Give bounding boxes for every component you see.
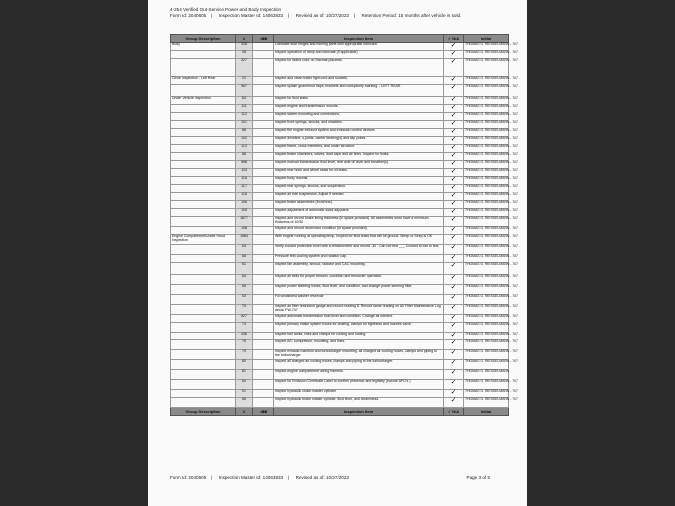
row-initial: THOMAS G. RIESSELMANN - 707 [464,217,509,227]
row-status-circles [253,390,274,398]
row-group [171,153,236,161]
col-initial: Initial [464,35,509,43]
row-group: Engine Compartment/Under Hood Inspection [171,235,236,245]
row-initial: THOMAS G. RIESSELMANN - 707 [464,235,509,245]
row-status-circles [253,129,274,137]
row-number: 88 [236,153,253,161]
row-number: 115 [236,177,253,185]
row-check-icon: ✓ [444,360,464,370]
table-row [171,305,509,315]
row-check-icon: ✓ [444,77,464,85]
row-check-icon: ✓ [444,113,464,121]
row-group [171,315,236,323]
row-initial: THOMAS G. RIESSELMANN - 707 [464,380,509,390]
row-inspection-item: Inspect hydraulic clutch master cylinder [274,390,444,398]
row-inspection-item: Inspect engine and transmission mounts. [274,105,444,113]
table-row [171,360,509,370]
row-initial: THOMAS G. RIESSELMANN - 707 [464,340,509,350]
row-initial: THOMAS G. RIESSELMANN - 707 [464,305,509,315]
row-group [171,380,236,390]
row-group [171,255,236,263]
row-status-circles [253,360,274,370]
row-inspection-item: Inspect driveline, u-joints, carrier bearing(s) and slip yokes. [274,137,444,145]
row-inspection-item: Inspect fan assembly, shroud, radiator and CAC mounting. [274,263,444,275]
row-status-circles [253,145,274,153]
row-check-icon: ✓ [444,59,464,77]
row-inspection-item: Inspect frame, cross members, and under structure. [274,145,444,153]
row-check-icon: ✓ [444,129,464,137]
row-number: 118 [236,193,253,201]
row-inspection-item: Inspect operation of ramp and lubricate (if applicable) [274,51,444,59]
row-inspection-item: Pressure test cooling system and radiator cap. [274,255,444,263]
row-check-icon: ✓ [444,350,464,360]
row-group [171,390,236,398]
row-group [171,295,236,305]
row-initial: THOMAS G. RIESSELMANN - 707 [464,350,509,360]
table-row [171,295,509,305]
page-number: Page 3 of 5 [466,475,490,480]
row-status-circles [253,350,274,360]
row-number: 1984 [236,235,253,245]
row-check-icon: ✓ [444,51,464,59]
row-group [171,275,236,285]
table-row [171,323,509,333]
footer-revised-date: Revised as of: 10/27/2023 [295,475,349,480]
row-initial: THOMAS G. RIESSELMANN - 707 [464,85,509,97]
row-initial: THOMAS G. RIESSELMANN - 707 [464,59,509,77]
row-inspection-item: Inspect fuel tanks, lines and clamps for routing and rusting. [274,333,444,340]
row-status-circles [253,161,274,169]
row-initial: THOMAS G. RIESSELMANN - 707 [464,185,509,193]
row-group [171,209,236,217]
col-inspection-item: Inspection Item [274,35,444,43]
row-status-circles [253,193,274,201]
row-status-circles [253,201,274,209]
row-status-circles [253,285,274,295]
row-inspection-item: Inspect exhaust manifold and turbocharger mounting, all charged air cooling hoses, clamps and piping to the turbocharger. [274,350,444,360]
row-initial: THOMAS G. RIESSELMANN - 707 [464,193,509,201]
row-check-icon: ✓ [444,43,464,51]
row-inspection-item: Inspect and record drum/rotor condition (in space provided). [274,227,444,235]
row-inspection-item: Fill windshield washer reservoir [274,295,444,305]
row-initial: THOMAS G. RIESSELMANN - 707 [464,169,509,177]
row-inspection-item: Inspect hydraulic brake master cylinder, fluid level, and cleanliness. [274,398,444,408]
row-initial: THOMAS G. RIESSELMANN - 707 [464,245,509,255]
row-initial: THOMAS G. RIESSELMANN - 707 [464,129,509,137]
row-initial: THOMAS G. RIESSELMANN - 707 [464,390,509,398]
row-inspection-item: Inspect primary intake system hoses for chafing, clamps for tightness and nozzles valve. [274,323,444,333]
row-status-circles [253,333,274,340]
row-check-icon: ✓ [444,153,464,161]
row-status-circles [253,255,274,263]
row-initial: THOMAS G. RIESSELMANN - 707 [464,285,509,295]
row-check-icon: ✓ [444,333,464,340]
col-na-check: ✓ N/A [444,35,464,43]
col-na-check-footer: ✓ N/A [444,408,464,416]
row-check-icon: ✓ [444,295,464,305]
row-initial: THOMAS G. RIESSELMANN - 707 [464,398,509,408]
row-initial: THOMAS G. RIESSELMANN - 707 [464,275,509,285]
row-number: 112 [236,113,253,121]
row-initial: THOMAS G. RIESSELMANN - 707 [464,161,509,169]
row-initial: THOMAS G. RIESSELMANN - 707 [464,323,509,333]
row-inspection-item: Inspect all charged air cooling hoses, clamps and piping to the turbocharger. [274,360,444,370]
row-inspection-item: Inspect starter mounting and connections. [274,113,444,121]
row-number: 56 [236,398,253,408]
row-status-circles [253,177,274,185]
row-status-circles [253,263,274,275]
row-inspection-item: Inspect power steering hoses, fluid level, and condition, and change power steering filter. [274,285,444,295]
row-number: 327 [236,59,253,77]
row-number: 113 [236,145,253,153]
row-number: 91 [236,390,253,398]
row-group [171,305,236,315]
col-group-description: Group Description [171,35,236,43]
table-row [171,350,509,360]
row-initial: THOMAS G. RIESSELMANN - 707 [464,177,509,185]
row-check-icon: ✓ [444,305,464,315]
row-status-circles [253,380,274,390]
row-inspection-item: Inspect all belts for proper tension, condition and tensioner operation. [274,275,444,285]
row-number: 318 [236,43,253,51]
row-group [171,245,236,255]
row-number: 967 [236,85,253,97]
row-number: 79 [236,350,253,360]
row-number: 66 [236,255,253,263]
row-inspection-item: Inspect and record brake lining thickness (in space provided). All assemblies must have a minimum thickness of 10/32 [274,217,444,227]
row-status-circles [253,137,274,145]
row-check-icon: ✓ [444,275,464,285]
row-inspection-item: Inspect the engine exhaust system and emission control devices [274,129,444,137]
table-row [171,59,509,77]
row-status-circles [253,305,274,315]
row-check-icon: ✓ [444,315,464,323]
row-check-icon: ✓ [444,340,464,350]
row-initial: THOMAS G. RIESSELMANN - 707 [464,105,509,113]
row-group [171,85,236,97]
table-row [171,370,509,380]
row-initial: THOMAS G. RIESSELMANN - 707 [464,121,509,129]
row-inspection-item: Inspect air ride suspension. Adjust if needed. [274,193,444,201]
table-row [171,217,509,227]
row-group [171,105,236,113]
row-check-icon: ✓ [444,255,464,263]
row-inspection-item: Inspect and clean trailer light cord and sockets. [274,77,444,85]
table-row [171,398,509,408]
row-check-icon: ✓ [444,161,464,169]
row-status-circles [253,85,274,97]
row-inspection-item: Inspect brake chambers, valves, dust caps and air lines. Inspect for leaks. [274,153,444,161]
row-status-circles [253,275,274,285]
row-inspection-item: Inspect engine compartment wiring harness. [274,370,444,380]
row-status-circles [253,245,274,255]
row-inspection-item: Inspect front springs, shocks, and shackles. [274,121,444,129]
row-group [171,145,236,153]
row-number: 64 [236,275,253,285]
row-check-icon: ✓ [444,121,464,129]
col-status-circles-footer: ○⊗⊗ [253,408,274,416]
row-check-icon: ✓ [444,323,464,333]
row-check-icon: ✓ [444,245,464,255]
row-group [171,193,236,201]
row-inspection-item: Inspect manual transmission fluid level, rear axle oil level and breather(s). [274,161,444,169]
row-group [171,333,236,340]
table-row [171,235,509,245]
row-status-circles [253,340,274,350]
row-status-circles [253,105,274,113]
row-group [171,161,236,169]
row-status-circles [253,51,274,59]
row-group [171,185,236,193]
row-number: 111 [236,105,253,113]
row-check-icon: ✓ [444,185,464,193]
row-status-circles [253,77,274,85]
table-row [171,85,509,97]
row-initial: THOMAS G. RIESSELMANN - 707 [464,137,509,145]
row-check-icon: ✓ [444,177,464,185]
row-group [171,201,236,209]
row-group: Circle Inspection - Left Rear [171,77,236,85]
row-number: 101 [236,121,253,129]
row-status-circles [253,235,274,245]
row-initial: THOMAS G. RIESSELMANN - 707 [464,227,509,235]
row-inspection-item: Inspect for fluid leaks. [274,97,444,105]
col-initial-footer: Initial [464,408,509,416]
row-number: 81 [236,370,253,380]
row-group [171,323,236,333]
row-check-icon: ✓ [444,169,464,177]
table-row [171,263,509,275]
row-group [171,113,236,121]
row-group [171,263,236,275]
row-initial: THOMAS G. RIESSELMANN - 707 [464,263,509,275]
row-initial: THOMAS G. RIESSELMANN - 707 [464,360,509,370]
row-check-icon: ✓ [444,145,464,153]
row-status-circles [253,370,274,380]
row-number: 968 [236,161,253,169]
row-initial: THOMAS G. RIESSELMANN - 707 [464,333,509,340]
row-number: 70 [236,305,253,315]
table-row [171,169,509,177]
row-inspection-item: Inspect adjustment of automatic slack adjusters. [274,209,444,217]
row-group: Under Vehicle Inspection [171,97,236,105]
row-number: 63 [236,245,253,255]
col-status-circles: ○⊗⊗ [253,35,274,43]
row-group [171,169,236,177]
row-group: Body [171,43,236,51]
row-number: 102 [236,137,253,145]
table-row [171,193,509,201]
row-check-icon: ✓ [444,398,464,408]
row-initial: THOMAS G. RIESSELMANN - 707 [464,51,509,59]
row-number: 35 [236,51,253,59]
row-number: 86 [236,129,253,137]
row-check-icon: ✓ [444,201,464,209]
row-number: 21 [236,77,253,85]
row-number: 61 [236,263,253,275]
row-number: 103 [236,169,253,177]
row-initial: THOMAS G. RIESSELMANN - 707 [464,153,509,161]
row-check-icon: ✓ [444,97,464,105]
row-check-icon: ✓ [444,380,464,390]
row-number: 106 [236,201,253,209]
row-initial: THOMAS G. RIESSELMANN - 707 [464,209,509,217]
row-status-circles [253,43,274,51]
footer-form-id: Form Id: 2040605 [170,475,207,480]
row-status-circles [253,209,274,217]
page-header: 4-254 Verified Out-Service Power and Body Inspection Form Id: 2040605 | Inspection Master Id: 14063833 | Revised as of: 10/27/2023 | Retention Period: 15 months after vehicle is sold. [170,7,462,18]
row-group [171,177,236,185]
row-check-icon: ✓ [444,390,464,398]
row-initial: THOMAS G. RIESSELMANN - 707 [464,97,509,105]
row-status-circles [253,323,274,333]
form-id: Form Id: 2040605 [170,13,207,18]
row-status-circles [253,398,274,408]
row-inspection-item: With engine running at operating temp. Inspect for fluid leaks that will hit ground. Weep or Seep is OK [274,235,444,245]
row-status-circles [253,113,274,121]
row-check-icon: ✓ [444,370,464,380]
row-inspection-item: Inspect rear springs, shocks, and suspension. [274,185,444,193]
row-group [171,370,236,380]
row-inspection-item: Inspect A/C compressor, mounting, and lines. [274,340,444,350]
row-number: 53 [236,295,253,305]
row-check-icon: ✓ [444,105,464,113]
table-row [171,285,509,295]
row-group [171,121,236,129]
row-initial: THOMAS G. RIESSELMANN - 707 [464,113,509,121]
row-initial: THOMAS G. RIESSELMANN - 707 [464,315,509,323]
document-page [148,0,527,506]
table-row [171,245,509,255]
row-status-circles [253,121,274,129]
row-initial: THOMAS G. RIESSELMANN - 707 [464,145,509,153]
table-row [171,340,509,350]
col-number: # [236,35,253,43]
row-status-circles [253,169,274,177]
row-group [171,285,236,295]
table-row [171,275,509,285]
col-number-footer: # [236,408,253,416]
row-initial: THOMAS G. RIESSELMANN - 707 [464,77,509,85]
row-number: 60 [236,380,253,390]
row-group [171,59,236,77]
row-number: 76 [236,340,253,350]
row-group [171,217,236,227]
row-inspection-item: Lubricate door hinges and moving parts with appropriate lubricant. [274,43,444,51]
row-inspection-item: Inspect for faded color on Hazmat placards. [274,59,444,77]
row-initial: THOMAS G. RIESSELMANN - 707 [464,255,509,263]
row-check-icon: ✓ [444,285,464,295]
row-check-icon: ✓ [444,209,464,217]
row-initial: THOMAS G. RIESSELMANN [464,370,509,380]
revised-date: Revised as of: 10/27/2023 [295,13,349,18]
col-group-description-footer: Group Description [171,408,236,416]
row-inspection-item: Inspect splash guard/mud flaps, brackets and conspicuity marking. - LEFT REAR [274,85,444,97]
row-number: 117 [236,185,253,193]
table-row [171,97,509,105]
row-group [171,340,236,350]
row-check-icon: ✓ [444,235,464,245]
row-inspection-item: Inspect rear hubs and wheel seals for oil leaks. [274,169,444,177]
row-inspection-item: Inspect body mounts. [274,177,444,185]
row-number: 627 [236,315,253,323]
row-group [171,137,236,145]
retention-period: Retention Period: 15 months after vehicle is sold. [361,13,462,18]
row-group [171,129,236,137]
row-check-icon: ✓ [444,137,464,145]
row-group [171,51,236,59]
table-footer-row [171,408,509,416]
row-number: 83 [236,97,253,105]
row-group [171,398,236,408]
row-number: 74 [236,323,253,333]
row-status-circles [253,185,274,193]
row-number: 108 [236,227,253,235]
row-check-icon: ✓ [444,227,464,235]
row-status-circles [253,97,274,105]
row-status-circles [253,315,274,323]
row-check-icon: ✓ [444,263,464,275]
row-status-circles [253,227,274,235]
row-inspection-item: Verify coolant protection level with a refractometer and record -30 . Can not test ___ Coolant to low to test [274,245,444,255]
footer-master-id: Inspection Master Id: 14063833 [218,475,284,480]
row-group [171,360,236,370]
row-status-circles [253,59,274,77]
inspection-table [170,34,518,416]
row-check-icon: ✓ [444,193,464,201]
row-status-circles [253,217,274,227]
inspection-master-id: Inspection Master Id: 14063833 [218,13,284,18]
row-number: 105 [236,209,253,217]
row-check-icon: ✓ [444,85,464,97]
row-number: 65 [236,285,253,295]
row-initial: THOMAS G. RIESSELMANN - 707 [464,201,509,209]
row-initial: THOMAS G. RIESSELMANN - 707 [464,43,509,51]
row-initial: THOMAS G. RIESSELMANN - 707 [464,295,509,305]
col-inspection-item-footer: Inspection Item [274,408,444,416]
row-status-circles [253,295,274,305]
table-row [171,380,509,390]
row-number: 80 [236,360,253,370]
page-footer: Form Id: 2040605 | Inspection Master Id: 14063833 | Revised as of: 10/27/2023 Page 3 of 5 [170,475,490,480]
row-check-icon: ✓ [444,217,464,227]
row-status-circles [253,153,274,161]
row-number: 436 [236,333,253,340]
row-inspection-item: Inspect automatic transmission fluid level and condition. Change as needed. [274,315,444,323]
form-title: 4-254 Verified Out-Service Power and Body Inspection [170,7,282,12]
row-inspection-item: Inspect for Emission Certificate Label to confirm presence and legibility (include APU's ) [274,380,444,390]
row-number: 1877 [236,217,253,227]
row-inspection-item: Inspect air filter restriction gauge and record reading 8. Record same reading on Air Filter Maintenance Log decal. FW-747 [274,305,444,315]
row-inspection-item: Inspect brake assemblies (front/rear). [274,201,444,209]
row-group [171,350,236,360]
table-body [171,42,518,408]
